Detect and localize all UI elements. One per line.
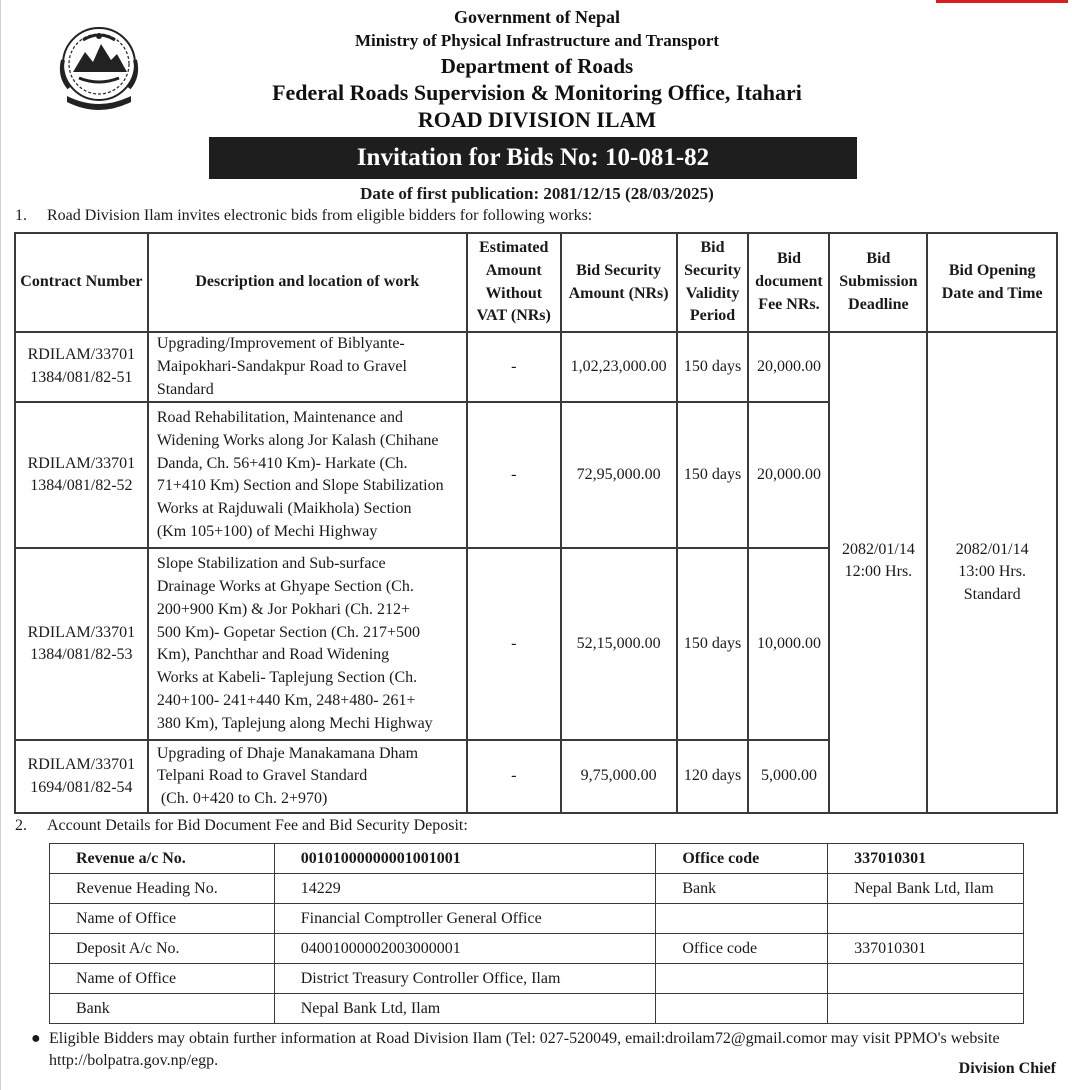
security-amount: 1,02,23,000.00 — [561, 332, 677, 402]
estimated-amount: - — [467, 332, 561, 402]
document-fee: 20,000.00 — [748, 402, 829, 548]
paragraph-text: Account Details for Bid Document Fee and Bid Security Deposit: — [47, 817, 468, 834]
division-title: ROAD DIVISION ILAM — [417, 107, 657, 132]
paragraph-number: 2. — [15, 817, 27, 834]
ministry-title: Ministry of Physical Infrastructure and Transport — [354, 31, 720, 50]
contract-number: RDILAM/33701 1384/081/82-51 — [15, 332, 148, 402]
top-accent-line — [936, 0, 1068, 3]
header-deadline: Bid Submission Deadline — [829, 233, 927, 332]
validity-period: 120 days — [677, 740, 749, 813]
paragraph-number: 1. — [15, 207, 27, 224]
opening-date-time: 2082/01/14 13:00 Hrs. Standard — [927, 332, 1057, 813]
table-header-row — [15, 233, 1057, 332]
document-fee: 10,000.00 — [748, 548, 829, 740]
work-description: Upgrading of Dhaje Manakamana Dham Telpani Road to Gravel Standard (Ch. 0+420 to Ch. 2+970) — [148, 740, 467, 813]
department-title: Department of Roads — [440, 54, 634, 78]
contract-number: RDILAM/33701 1384/081/82-52 — [15, 402, 148, 548]
info-bullet — [31, 1028, 1061, 1072]
account-details-table — [49, 843, 1024, 1024]
validity-period: 150 days — [677, 548, 749, 740]
paragraph-text: Road Division Ilam invites electronic bids from eligible bidders for following works: — [47, 207, 593, 224]
bullet-icon: ● — [31, 1030, 41, 1047]
header-fee: Bid document Fee NRs. — [748, 233, 829, 332]
estimated-amount: - — [467, 402, 561, 548]
header-security: Bid Security Amount (NRs) — [561, 233, 677, 332]
header-contract: Contract Number — [15, 233, 148, 332]
estimated-amount: - — [467, 740, 561, 813]
bid-table — [14, 232, 1058, 814]
table-row: Deposit A/c No. 04001000002003000001 Office code 337010301 — [50, 934, 1024, 964]
estimated-amount: - — [467, 548, 561, 740]
validity-period: 150 days — [677, 332, 749, 402]
document-fee: 5,000.00 — [748, 740, 829, 813]
paragraph-1 — [15, 207, 592, 225]
header-validity: Bid Security Validity Period — [677, 233, 749, 332]
contract-number: RDILAM/33701 1694/081/82-54 — [15, 740, 148, 813]
work-description: Slope Stabilization and Sub-surface Drainage Works at Ghyape Section (Ch. 200+900 Km) & Jor Pokhari (Ch. 212+ 500 Km)- Gopetar Section (Ch. 217+500 Km), Panchthar and Road Widening Works at Kabeli- Taplejung Section (Ch. 240+100- 241+440 Km, 248+480- 261+ 380 Km), Taplejung along Mechi Highway — [148, 548, 467, 740]
table-row — [15, 332, 1057, 402]
document-fee: 20,000.00 — [748, 332, 829, 402]
publication-date: Date of first publication: 2081/12/15 (28/03/2025) — [360, 184, 714, 203]
security-amount: 52,15,000.00 — [561, 548, 677, 740]
header-description: Description and location of work — [148, 233, 467, 332]
header-opening: Bid Opening Date and Time — [927, 233, 1057, 332]
work-description: Upgrading/Improvement of Biblyante- Maipokhari-Sandakpur Road to Gravel Standard — [148, 332, 467, 402]
submission-deadline: 2082/01/14 12:00 Hrs. — [829, 332, 927, 813]
table-row: Name of Office Financial Comptroller General Office — [50, 904, 1024, 934]
bullet-text: Eligible Bidders may obtain further information at Road Division Ilam (Tel: 027-520049, email:droilam72@gmail.comor may visit PPMO's website http://bolpatra.gov.np/egp. — [49, 1030, 1000, 1069]
table-row: Revenue a/c No. 00101000000001001001 Office code 337010301 — [50, 844, 1024, 874]
security-amount: 72,95,000.00 — [561, 402, 677, 548]
header-estimated: Estimated Amount Without VAT (NRs) — [467, 233, 561, 332]
work-description: Road Rehabilitation, Maintenance and Widening Works along Jor Kalash (Chihane Danda, Ch. 56+410 Km)- Harkate (Ch. 71+410 Km) Section and Slope Stabilization Works at Rajduwali (Maikhola) Section (Km 105+100) of Mechi Highway — [148, 402, 467, 548]
signature-title: Division Chief — [958, 1060, 1056, 1077]
gov-title: Government of Nepal — [454, 7, 620, 27]
ifb-title-bar: Invitation for Bids No: 10-081-82 — [209, 137, 857, 179]
table-row: Bank Nepal Bank Ltd, Ilam — [50, 994, 1024, 1024]
paragraph-2 — [15, 817, 468, 835]
table-row: Name of Office District Treasury Controller Office, Ilam — [50, 964, 1024, 994]
office-title: Federal Roads Supervision & Monitoring Office, Itahari — [272, 80, 802, 105]
contract-number: RDILAM/33701 1384/081/82-53 — [15, 548, 148, 740]
validity-period: 150 days — [677, 402, 749, 548]
table-row: Revenue Heading No. 14229 Bank Nepal Bank Ltd, Ilam — [50, 874, 1024, 904]
security-amount: 9,75,000.00 — [561, 740, 677, 813]
